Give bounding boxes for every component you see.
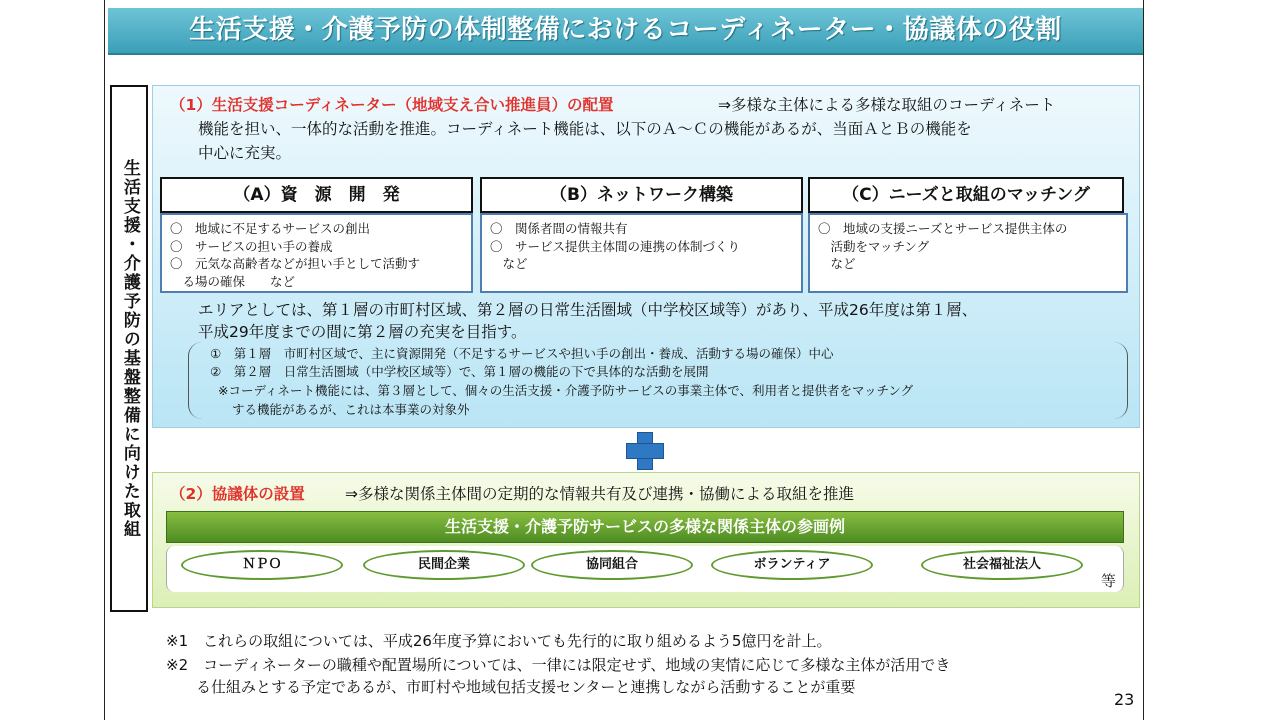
box-a-item: る場の確保 など	[170, 273, 296, 289]
box-b-title: （B）ネットワーク構築	[480, 177, 803, 213]
page-number: 23	[1114, 690, 1135, 709]
box-a-item: 〇 サービスの担い手の養成	[170, 238, 333, 254]
box-b-item: 〇 関係者間の情報共有	[490, 221, 628, 236]
box-c-item: 〇 地域の支援ニーズとサービス提供主体の	[818, 221, 1068, 236]
title-bar	[108, 8, 1143, 55]
note-2-line-2: る仕組みとする予定であるが、市町村や地域包括支援センターと連携しながら活動することが重要	[166, 678, 856, 696]
layer-line-2: ② 第２層 日常生活圏域（中学校区域等）で、第１層の機能の下で具体的な活動を展開	[210, 364, 709, 379]
layer-line-1: ① 第１層 市町村区域で、主に資源開発（不足するサービスや担い手の創出・養成、活動する場の確保）中心	[210, 346, 834, 361]
etc-label: 等	[1101, 572, 1117, 590]
box-a-body	[160, 213, 473, 293]
box-c-title: （C）ニーズと取組のマッチング	[808, 177, 1124, 213]
layer-line-3: ※コーディネート機能には、第３層として、個々の生活支援・介護予防サービスの事業主体で、利用者と提供者をマッチング	[218, 383, 914, 398]
side-label-box	[110, 85, 148, 612]
note-1: ※1 これらの取組については、平成26年度予算においても先行的に取り組めるよう5億円を計上。	[166, 632, 832, 650]
coordinator-desc-line-1: ⇒多様な主体による多様な取組のコーディネート	[718, 96, 1056, 114]
participants-banner: 生活支援・介護予防サービスの多様な関係主体の参画例	[166, 511, 1124, 543]
area-text-line-2: 平成29年度までの間に第２層の充実を目指す。	[198, 323, 527, 341]
coordinator-desc-line-2: 機能を担い、一体的な活動を推進。コーディネート機能は、以下のＡ～Ｃの機能があるが、当面ＡとＢの機能を	[198, 120, 972, 138]
box-a-item: 〇 元気な高齢者などが担い手として活動す	[170, 256, 421, 271]
area-text-line-1: エリアとしては、第１層の市町村区域、第２層の日常生活圏域（中学校区域等）があり、平成26年度は第１層、	[198, 301, 978, 319]
org-cooperative: 協同組合	[531, 550, 693, 580]
box-b-body	[480, 213, 803, 293]
council-desc: ⇒多様な関係主体間の定期的な情報共有及び連携・協働による取組を推進	[345, 485, 854, 503]
box-b-item: など	[490, 256, 528, 271]
coordinator-desc-line-3: 中心に充実。	[198, 144, 292, 162]
council-heading: （2）協議体の設置	[170, 485, 305, 503]
box-b-item: 〇 サービス提供主体間の連携の体制づくり	[490, 238, 741, 254]
page-title: 生活支援・介護予防の体制整備におけるコーディネーター・協議体の役割	[189, 15, 1062, 45]
note-2-line-1: ※2 コーディネーターの職種や配置場所については、一律には限定せず、地域の実情に応じて多様な主体が活用でき	[166, 656, 951, 674]
box-c-body	[808, 213, 1128, 293]
org-npo: ＮＰＯ	[181, 550, 343, 580]
coordinator-heading: （1）生活支援コーディネーター（地域支え合い推進員）の配置	[170, 96, 614, 114]
box-c-item: 活動をマッチング	[818, 238, 930, 254]
side-label: 生活支援・介護予防の基盤整備に向けた取組	[119, 158, 140, 539]
layer-line-4: する機能があるが、これは本事業の対象外	[232, 402, 470, 417]
org-volunteer: ボランティア	[711, 550, 873, 580]
org-private-company: 民間企業	[363, 550, 525, 580]
org-social-welfare-corp: 社会福祉法人	[921, 550, 1083, 580]
plus-icon-bar	[626, 443, 664, 459]
box-a-item: 〇 地域に不足するサービスの創出	[170, 221, 371, 236]
box-a-title: （A）資 源 開 発	[160, 177, 473, 213]
box-c-item: など	[818, 256, 856, 271]
